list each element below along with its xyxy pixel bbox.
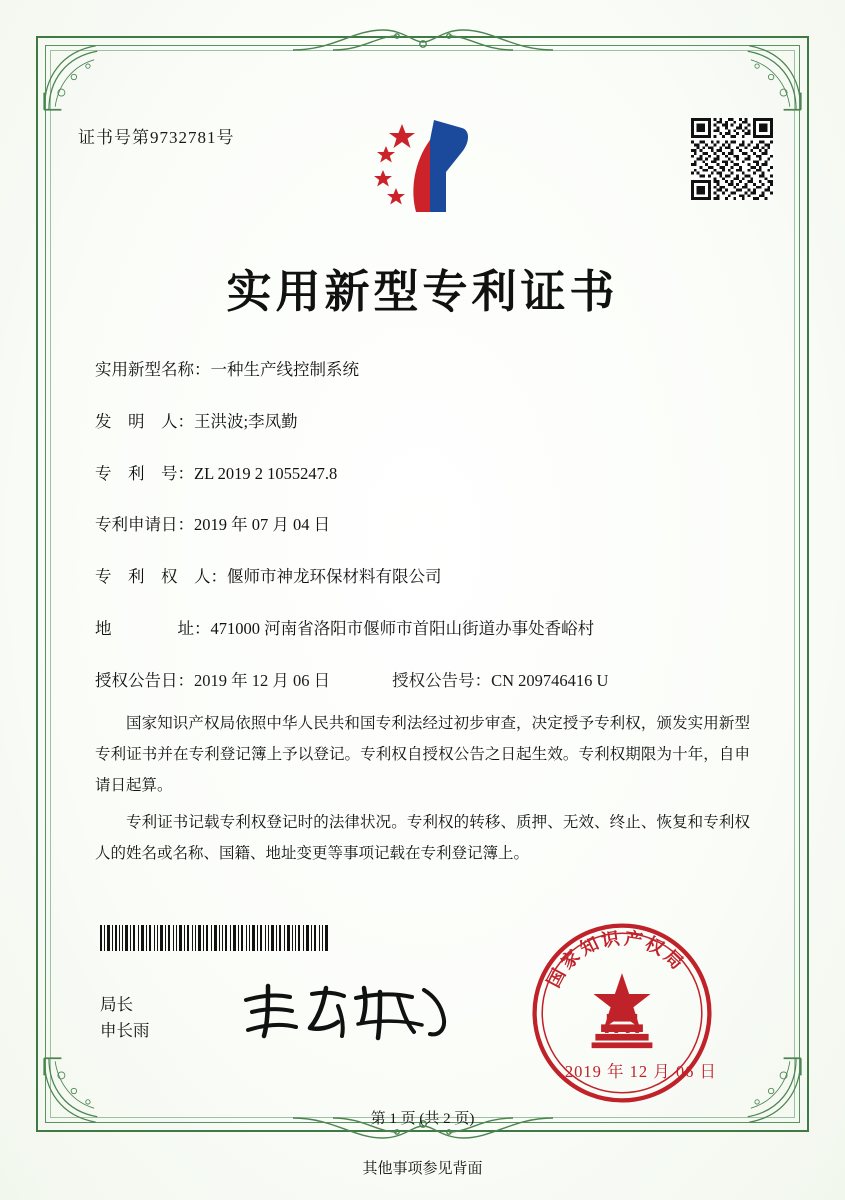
signature-block (100, 992, 150, 1043)
footer-note: 其他事项参见背面 (362, 1161, 483, 1177)
grant-number-label: 授权公告号： (392, 670, 492, 690)
seal-date: 2019 年 12 月 06 日 (564, 1062, 717, 1081)
cnipa-logo-icon (358, 112, 498, 222)
field-label: 专 利 号： (95, 463, 194, 483)
corner-ornament-icon (38, 38, 116, 116)
grant-date-label: 授权公告日： (95, 670, 194, 690)
svg-text:家: 家 (556, 946, 585, 974)
page-number: 第 1 页 (共 2 页) (370, 1111, 475, 1127)
field-row-inventor (95, 410, 755, 435)
field-row-address (95, 617, 755, 642)
handwritten-signature-icon (238, 978, 453, 1044)
svg-text:局: 局 (659, 946, 688, 974)
certificate-number: 证书号第9732781号 (78, 128, 235, 147)
svg-text:产: 产 (623, 928, 645, 952)
field-label: 发 明 人： (95, 411, 194, 431)
svg-text:权: 权 (641, 933, 668, 960)
field-label: 专 利 权 人： (95, 567, 227, 586)
paragraph-1: 国家知识产权局依照中华人民共和国专利法经过初步审查，决定授予专利权，颁发实用新型专利证书并在专利登记簿上予以登记。专利权自授权公告之日起生效。专利权期限为十年，自申请日起算。 (95, 715, 750, 794)
paragraph-2: 专利证书记载专利权登记时的法律状况。专利权的转移、质押、无效、终止、恢复和专利权人的姓名或名称、国籍、地址变更等事项记载在专利登记簿上。 (95, 814, 750, 862)
field-row-grant-announcement (95, 669, 755, 694)
director-title-label: 局长 (100, 995, 133, 1014)
field-value: 一种生产线控制系统 (210, 360, 359, 379)
barcode-icon (100, 925, 330, 951)
field-value: 偃师市神龙环保材料有限公司 (227, 567, 442, 586)
svg-text:识: 识 (599, 928, 621, 952)
edge-ornament-icon (293, 24, 553, 54)
field-label: 实用新型名称： (95, 360, 211, 379)
grant-date-value: 2019 年 12 月 06 日 (194, 670, 331, 690)
field-label: 地 址： (95, 618, 211, 638)
field-value: 471000 河南省洛阳市偃师市首阳山街道办事处香峪村 (210, 618, 595, 638)
corner-ornament-icon (729, 38, 807, 116)
page-title: 实用新型专利证书 (226, 265, 619, 318)
field-row-patentee (95, 565, 755, 590)
field-row-utility-model-name (95, 358, 755, 383)
director-name-label: 申长雨 (100, 1020, 150, 1040)
svg-text:国: 国 (543, 965, 571, 992)
field-value: 2019 年 07 月 04 日 (194, 515, 331, 535)
qr-code-icon (691, 118, 773, 200)
field-value: ZL 2019 2 1055247.8 (194, 463, 338, 483)
field-value: 王洪波;李凤勤 (194, 411, 298, 431)
field-label: 专利申请日： (95, 515, 194, 535)
svg-text:知: 知 (576, 933, 603, 960)
field-row-application-date (95, 513, 755, 538)
grant-number-value: CN 209746416 U (491, 670, 609, 690)
field-list (95, 358, 755, 715)
body-text (95, 708, 750, 875)
field-row-patent-number (95, 462, 755, 487)
